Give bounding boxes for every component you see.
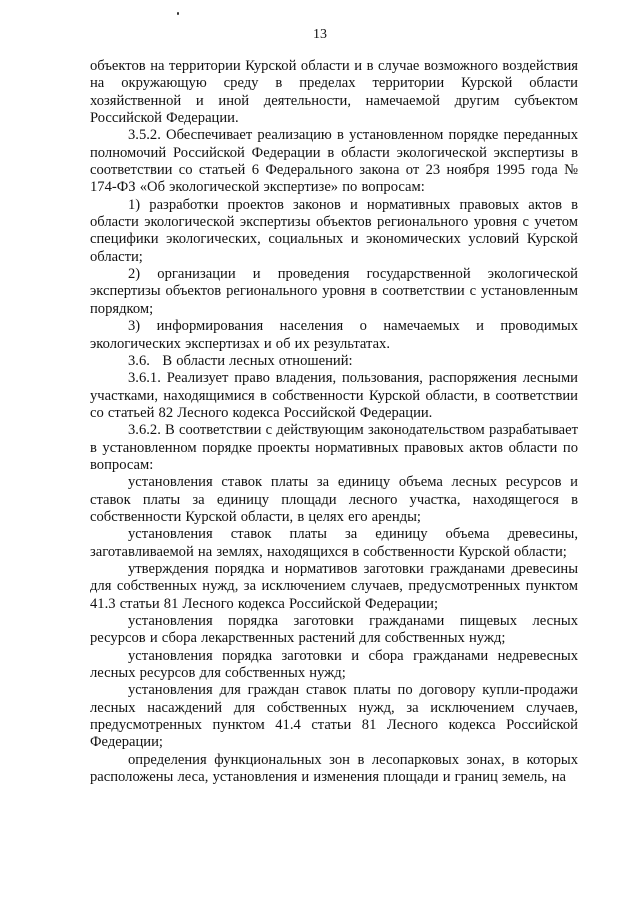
paragraph: 3.6.2. В соответствии с действующим законодательством разрабатывает в установленном порядке проекты нормативных правовых актов области по вопросам:: [90, 422, 578, 473]
paragraph: 3.6.1. Реализует право владения, пользования, распоряжения лесными участками, находящимися в собственности Курской области, в соответствии со статьей 82 Лесного кодекса Российской Федерации.: [90, 370, 578, 421]
paragraph: установления порядка заготовки гражданами пищевых лесных ресурсов и сбора лекарственных растений для собственных нужд;: [90, 613, 578, 647]
paragraph: утверждения порядка и нормативов заготовки гражданами древесины для собственных нужд, за исключением случаев, предусмотренных пунктом 41.3 статьи 81 Лесного кодекса Российской Федерации;: [90, 560, 578, 612]
paragraph: объектов на территории Курской области и в случае возможного воздействия на окружающую среду в пределах территории Курской области хозяйственной и иной деятельности, намечаемой другим субъектом Российской Федерации.: [90, 58, 578, 127]
section-heading: 3.6. В области лесных отношений:: [128, 352, 353, 369]
list-item: 2) организации и проведения государственной экологической экспертизы объектов регионального уровня в соответствии с установленным порядком;: [90, 266, 578, 317]
paragraph: установления порядка заготовки и сбора гражданами недревесных лесных ресурсов для собственных нужд;: [90, 647, 578, 682]
page-number: 13: [313, 27, 327, 42]
paragraph: 3.5.2. Обеспечивает реализацию в установленном порядке переданных полномочий Российской Федерации в области экологической экспертизы в соответствии со статьей 6 Федерального закона от 23 ноября 1995 года № 174-ФЗ «Об экологической экспертизе» по вопросам:: [90, 127, 578, 196]
body-text: [90, 58, 578, 786]
paragraph: установления для граждан ставок платы по договору купли-продажи лесных насаждений для собственных нужд, за исключением случаев, предусмотренных пунктом 41.4 статьи 81 Лесного кодекса Российской Федерации;: [90, 682, 578, 751]
paragraph: определения функциональных зон в лесопарковых зонах, в которых расположены леса, установления и изменения площади и границ земель, на: [90, 751, 578, 786]
paragraph: установления ставок платы за единицу объема лесных ресурсов и ставок платы за единицу площади лесного участка, находящегося в собственности Курской области, в целях его аренды;: [90, 474, 578, 525]
paragraph: установления ставок платы за единицу объема древесины, заготавливаемой на землях, находящихся в собственности Курской области;: [90, 526, 578, 560]
list-item: 3) информирования населения о намечаемых и проводимых экологических экспертизах и об их результатах.: [90, 318, 578, 352]
scan-mark: [177, 12, 179, 15]
list-item: 1) разработки проектов законов и нормативных правовых актов в области экологической экспертизы объектов регионального уровня с учетом специфики экологических, социальных и экономических условий Курской области;: [90, 196, 578, 265]
